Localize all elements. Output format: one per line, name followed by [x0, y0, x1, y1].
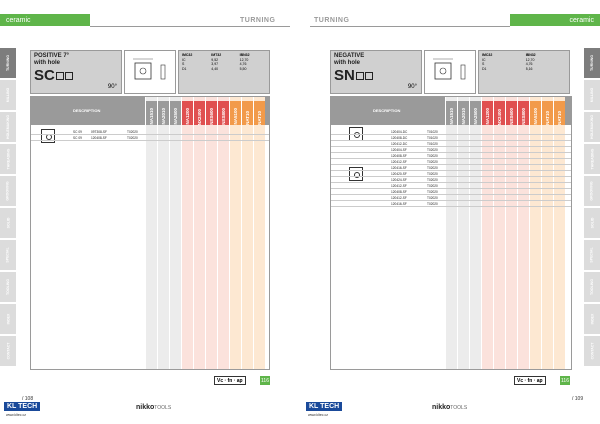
header-category-label: ceramic [6, 16, 31, 24]
insert-diagram-icon [425, 51, 475, 93]
product-table [330, 96, 572, 370]
grade-header [518, 101, 529, 125]
row-reference: T02020 [427, 165, 438, 170]
grade-header [542, 101, 553, 125]
grade-name: NA1510 [149, 108, 154, 125]
nikko-logo-sub: TOOLS [450, 405, 468, 411]
grade-header [254, 101, 265, 125]
header-category-label: ceramic [569, 16, 594, 24]
row-description: 120404-SF [391, 147, 407, 152]
side-tab-solid[interactable] [584, 208, 600, 238]
title-code: SC [34, 67, 55, 84]
side-tabs [584, 48, 600, 368]
side-tab-index[interactable] [0, 304, 16, 334]
grade-name: NXS600 [509, 108, 514, 125]
grade-header [218, 101, 229, 125]
row-reference: T02020 [427, 195, 438, 200]
grade-header [506, 101, 517, 125]
side-tab-milling[interactable] [0, 80, 16, 110]
insert-diagram [124, 50, 176, 94]
grade-name: NA1200 [485, 108, 490, 125]
side-tab-tooling[interactable] [584, 272, 600, 302]
grade-header [446, 101, 457, 125]
dimension-cell: 4,76 [239, 62, 247, 66]
side-tab-turning[interactable] [584, 48, 600, 78]
dimension-cell: IBN32 [525, 53, 536, 57]
row-description: 120412-DC [391, 141, 408, 146]
grade-name: NA2010 [461, 108, 466, 125]
cutting-data-page[interactable] [560, 376, 570, 385]
dimension-cell: 9,52 [211, 57, 219, 62]
product-title [330, 50, 422, 94]
kltech-url: www.kltec.cz [308, 413, 329, 417]
row-description: 120408-SF [391, 189, 407, 194]
row-description: 120416-SF [391, 165, 407, 170]
row-reference: T02020 [427, 153, 438, 158]
header-category [0, 14, 90, 26]
side-tab-label: INDEX [589, 313, 594, 325]
side-tab-index[interactable] [584, 304, 600, 334]
product-table [30, 96, 270, 370]
side-tab-threading[interactable] [584, 144, 600, 174]
row-code: SC 09 [73, 135, 82, 140]
grade-name: NAT10 [257, 111, 262, 125]
side-tabs [0, 48, 16, 368]
side-tab-label: SOLID [589, 217, 594, 229]
side-tab-threading[interactable] [0, 144, 16, 174]
table-row[interactable] [31, 135, 269, 141]
header-divider [310, 26, 510, 27]
row-description: 120404-DC [391, 129, 408, 134]
nikko-logo [432, 404, 467, 411]
side-tab-contact[interactable] [0, 336, 16, 366]
side-tab-label: MILLING [5, 87, 10, 103]
row-description: 120408-SF [391, 153, 407, 158]
cutting-data-label: Vc · fn · ap [517, 377, 543, 384]
side-tab-label: SOLID [5, 217, 10, 229]
row-description: 09T308-SF [91, 129, 107, 134]
dimension-cell: D1 [182, 66, 187, 71]
side-tab-grooving[interactable] [0, 176, 16, 206]
grade-header [206, 101, 217, 125]
kltech-url: www.kltec.cz [6, 413, 27, 417]
dimension-cell: 3,97 [211, 62, 219, 66]
side-tab-label: INDEX [5, 313, 10, 325]
row-code: SC 09 [73, 129, 82, 134]
cutting-data-page[interactable] [260, 376, 270, 385]
dimension-cell: 5,50 [239, 66, 247, 71]
description-header: DESCRIPTION [373, 108, 401, 113]
grade-header [194, 101, 205, 125]
table-row[interactable] [331, 201, 571, 207]
dimension-cell: IMC32 [182, 53, 193, 57]
row-reference: T01020 [427, 141, 438, 146]
grade-name: NA1200 [185, 108, 190, 125]
side-tab-turning[interactable] [0, 48, 16, 78]
kltech-logo: KL TECH [306, 402, 342, 411]
header-divider [90, 26, 290, 27]
side-tab-grooving[interactable] [584, 176, 600, 206]
side-tab-label: CONTACT [590, 342, 595, 360]
product-title [30, 50, 122, 94]
side-tab-label: TOOLING [5, 279, 10, 295]
grade-name: NA2010 [161, 108, 166, 125]
nikko-logo-sub: TOOLS [154, 405, 172, 411]
title-code: SN [334, 67, 355, 84]
side-tab-label: TURNING [5, 55, 10, 71]
side-tab-label: HOLEMAKING [6, 115, 11, 139]
dimension-cell: 4,76 [525, 62, 533, 66]
row-description: 120416-SF [391, 201, 407, 206]
dimension-cell: S [182, 62, 185, 66]
row-reference: T02020 [427, 159, 438, 164]
grade-header [482, 101, 493, 125]
row-reference: T01020 [427, 135, 438, 140]
dimension-cell: IMC32 [482, 53, 493, 57]
header-section-label: TURNING [314, 16, 350, 24]
side-tab-solid[interactable] [0, 208, 16, 238]
dimension-cell: 5,16 [525, 66, 533, 71]
angle-label: 90° [107, 84, 117, 90]
dimension-cell: D1 [482, 66, 487, 71]
grade-name: NX2400 [197, 108, 202, 125]
cutting-data-link[interactable] [214, 376, 246, 385]
kltech-logo: KL TECH [4, 402, 40, 411]
row-description: 120408-SF [91, 135, 107, 140]
grade-name: NAT10 [245, 111, 250, 125]
side-tab-holemaking[interactable] [584, 112, 600, 142]
grade-name: NA1510 [449, 108, 454, 125]
cutting-data-page-label: 116 [261, 377, 269, 384]
nikko-logo-text: nikko [136, 404, 155, 411]
row-reference: T01020 [427, 129, 438, 134]
row-description: 120408-DC [391, 135, 408, 140]
grade-name: NA2500 [473, 108, 478, 125]
grade-header [494, 101, 505, 125]
right-page [300, 0, 600, 424]
grade-name: NXS800 [221, 108, 226, 125]
row-description: 120412-SF [391, 195, 407, 200]
side-tab-label: TURNING [589, 55, 594, 71]
grade-name: NXS800 [521, 108, 526, 125]
side-tab-tooling[interactable] [0, 272, 16, 302]
side-tab-contact[interactable] [584, 336, 600, 366]
dimension-cell: IMT32 [211, 53, 222, 57]
side-tab-label: GROOVING [590, 181, 595, 201]
side-tab-label: CONTACT [6, 342, 11, 360]
row-reference: T02020 [127, 129, 138, 134]
grade-name: NA5100 [533, 108, 538, 125]
page-number: / 108 [22, 396, 34, 402]
dimension-cell: IBN32 [239, 53, 250, 57]
grade-name: NX2400 [497, 108, 502, 125]
side-tab-special[interactable] [0, 240, 16, 270]
title-line2: with hole [34, 60, 60, 66]
cutting-data-link[interactable] [514, 376, 546, 385]
side-tab-label: MILLING [589, 87, 594, 103]
insert-diagram-icon [125, 51, 175, 93]
grade-name: NAT10 [545, 111, 550, 125]
row-reference: T02020 [427, 177, 438, 182]
row-reference: T02020 [127, 135, 138, 140]
row-description: 120412-SF [391, 183, 407, 188]
row-reference: T02020 [427, 201, 438, 206]
side-tab-label: SPECIAL [589, 247, 594, 263]
dimension-cell: S [482, 62, 485, 66]
row-reference: T02020 [427, 171, 438, 176]
grade-name: NXS600 [209, 108, 214, 125]
grade-header [242, 101, 253, 125]
grade-header [230, 101, 241, 125]
row-reference: T02020 [427, 189, 438, 194]
grade-header [182, 101, 193, 125]
side-tab-label: HOLEMAKING [590, 115, 595, 139]
dimension-cell: 12,70 [525, 57, 535, 62]
side-tab-label: TOOLING [589, 279, 594, 295]
grade-name: NA5100 [233, 108, 238, 125]
grade-name: NA2500 [173, 108, 178, 125]
nikko-logo-text: nikko [432, 404, 451, 411]
grade-header [470, 101, 481, 125]
side-tab-label: GROOVING [6, 181, 11, 201]
dimension-cell: IC [182, 57, 186, 62]
cutting-data-label: Vc · fn · ap [217, 377, 243, 384]
header-category [510, 14, 600, 26]
title-line2: with hole [334, 60, 360, 66]
page-number: / 109 [572, 396, 584, 402]
grade-header [554, 101, 565, 125]
nikko-logo [136, 404, 171, 411]
side-tab-label: THREADING [590, 148, 594, 170]
angle-label: 90° [407, 84, 417, 90]
insert-diagram [424, 50, 476, 94]
grade-header [146, 101, 157, 125]
title-line1: POSITIVE 7° [34, 53, 70, 59]
dimension-cell: IC [482, 57, 486, 62]
header-section-label: TURNING [240, 16, 276, 24]
dimension-cell: 12,70 [239, 57, 249, 62]
row-reference: T02020 [427, 183, 438, 188]
title-line1: NEGATIVE [334, 53, 365, 59]
side-tab-label: SPECIAL [5, 247, 10, 263]
cutting-data-page-label: 116 [561, 377, 569, 384]
header-section [314, 14, 349, 26]
side-tab-milling[interactable] [584, 80, 600, 110]
dimension-table [178, 50, 270, 94]
side-tab-special[interactable] [584, 240, 600, 270]
side-tab-holemaking[interactable] [0, 112, 16, 142]
dimension-table [478, 50, 570, 94]
row-description: 120412-SF [391, 159, 407, 164]
header-section [240, 14, 275, 26]
row-description: 120420-SF [391, 171, 407, 176]
side-tab-label: THREADING [6, 148, 10, 170]
description-header: DESCRIPTION [73, 108, 101, 113]
row-reference: T02020 [427, 147, 438, 152]
grade-header [530, 101, 541, 125]
row-description: 120424-SF [391, 177, 407, 182]
grade-header [158, 101, 169, 125]
grade-header [458, 101, 469, 125]
dimension-cell: 4,40 [211, 66, 219, 71]
grade-name: NAT10 [557, 111, 562, 125]
grade-header [170, 101, 181, 125]
